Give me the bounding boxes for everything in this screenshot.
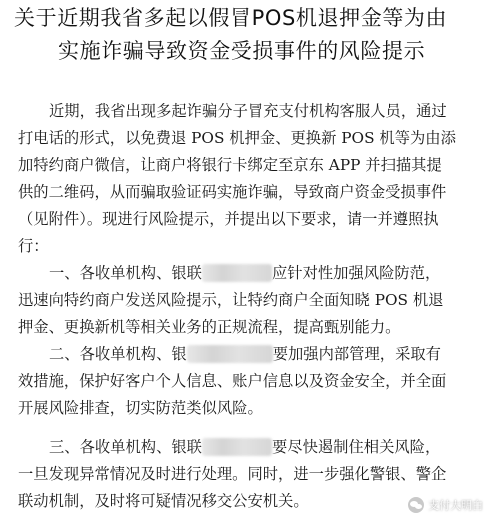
document-title bbox=[14, 2, 484, 68]
body-line: 一旦发现异常情况及时进行处理。同时，进一步强化警银、警企 bbox=[18, 465, 447, 483]
watermark-label: 支付大明白 bbox=[428, 499, 483, 512]
body-line: 开展风险排查，切实防范类似风险。 bbox=[18, 399, 263, 417]
body-line bbox=[49, 263, 440, 283]
body-line: 打电话的形式，以免费退 POS 机押金、更换新 POS 机等为由添 bbox=[18, 129, 456, 147]
watermark bbox=[408, 497, 483, 513]
body-line: 联动机制，及时将可疑情况移交公安机关。 bbox=[18, 492, 309, 510]
redacted-region bbox=[187, 345, 273, 363]
redacted-region bbox=[202, 264, 272, 282]
body-text: 二、各收单机构、银 bbox=[49, 345, 187, 363]
title-line: 关于近期我省多起以假冒POS机退押金等为由 bbox=[14, 6, 448, 30]
title-line: 实施诈骗导致资金受损事件的风险提示 bbox=[58, 39, 426, 63]
body-line bbox=[49, 344, 441, 364]
body-line: 迅速向特约商户发送风险提示，让特约商户全面知晓 POS 机退 bbox=[18, 291, 444, 309]
body-line bbox=[49, 437, 440, 457]
body-line: 近期，我省出现多起诈骗分子冒充支付机构客服人员，通过 bbox=[49, 102, 447, 120]
redacted-region bbox=[202, 438, 272, 456]
body-text: 要尽快遏制住相关风险， bbox=[271, 438, 441, 456]
body-text: 一、各收单机构、银联 bbox=[49, 264, 202, 282]
body-line: 加特约商户微信，让商户将银行卡绑定至京东 APP 并扫描其提 bbox=[18, 156, 442, 174]
body-line: 效措施，保护好客户个人信息、账户信息以及资金安全，并全面 bbox=[18, 372, 447, 390]
body-line: 行： bbox=[18, 237, 49, 255]
body-line: （见附件）。现进行风险提示，并提出以下要求，请一并遵照执 bbox=[18, 210, 439, 228]
body-text: 三、各收单机构、银联 bbox=[49, 438, 202, 456]
wechat-icon bbox=[408, 497, 424, 513]
body-line: 押金、更换新机等相关业务的正规流程，提高甄别能力。 bbox=[18, 318, 401, 336]
body-text: 应针对性加强风险防范， bbox=[271, 264, 441, 282]
body-line: 供的二维码，从而骗取验证码实施诈骗，导致商户资金受损事件 bbox=[18, 183, 447, 201]
body-text: 要加强内部管理，采取有 bbox=[272, 345, 441, 363]
